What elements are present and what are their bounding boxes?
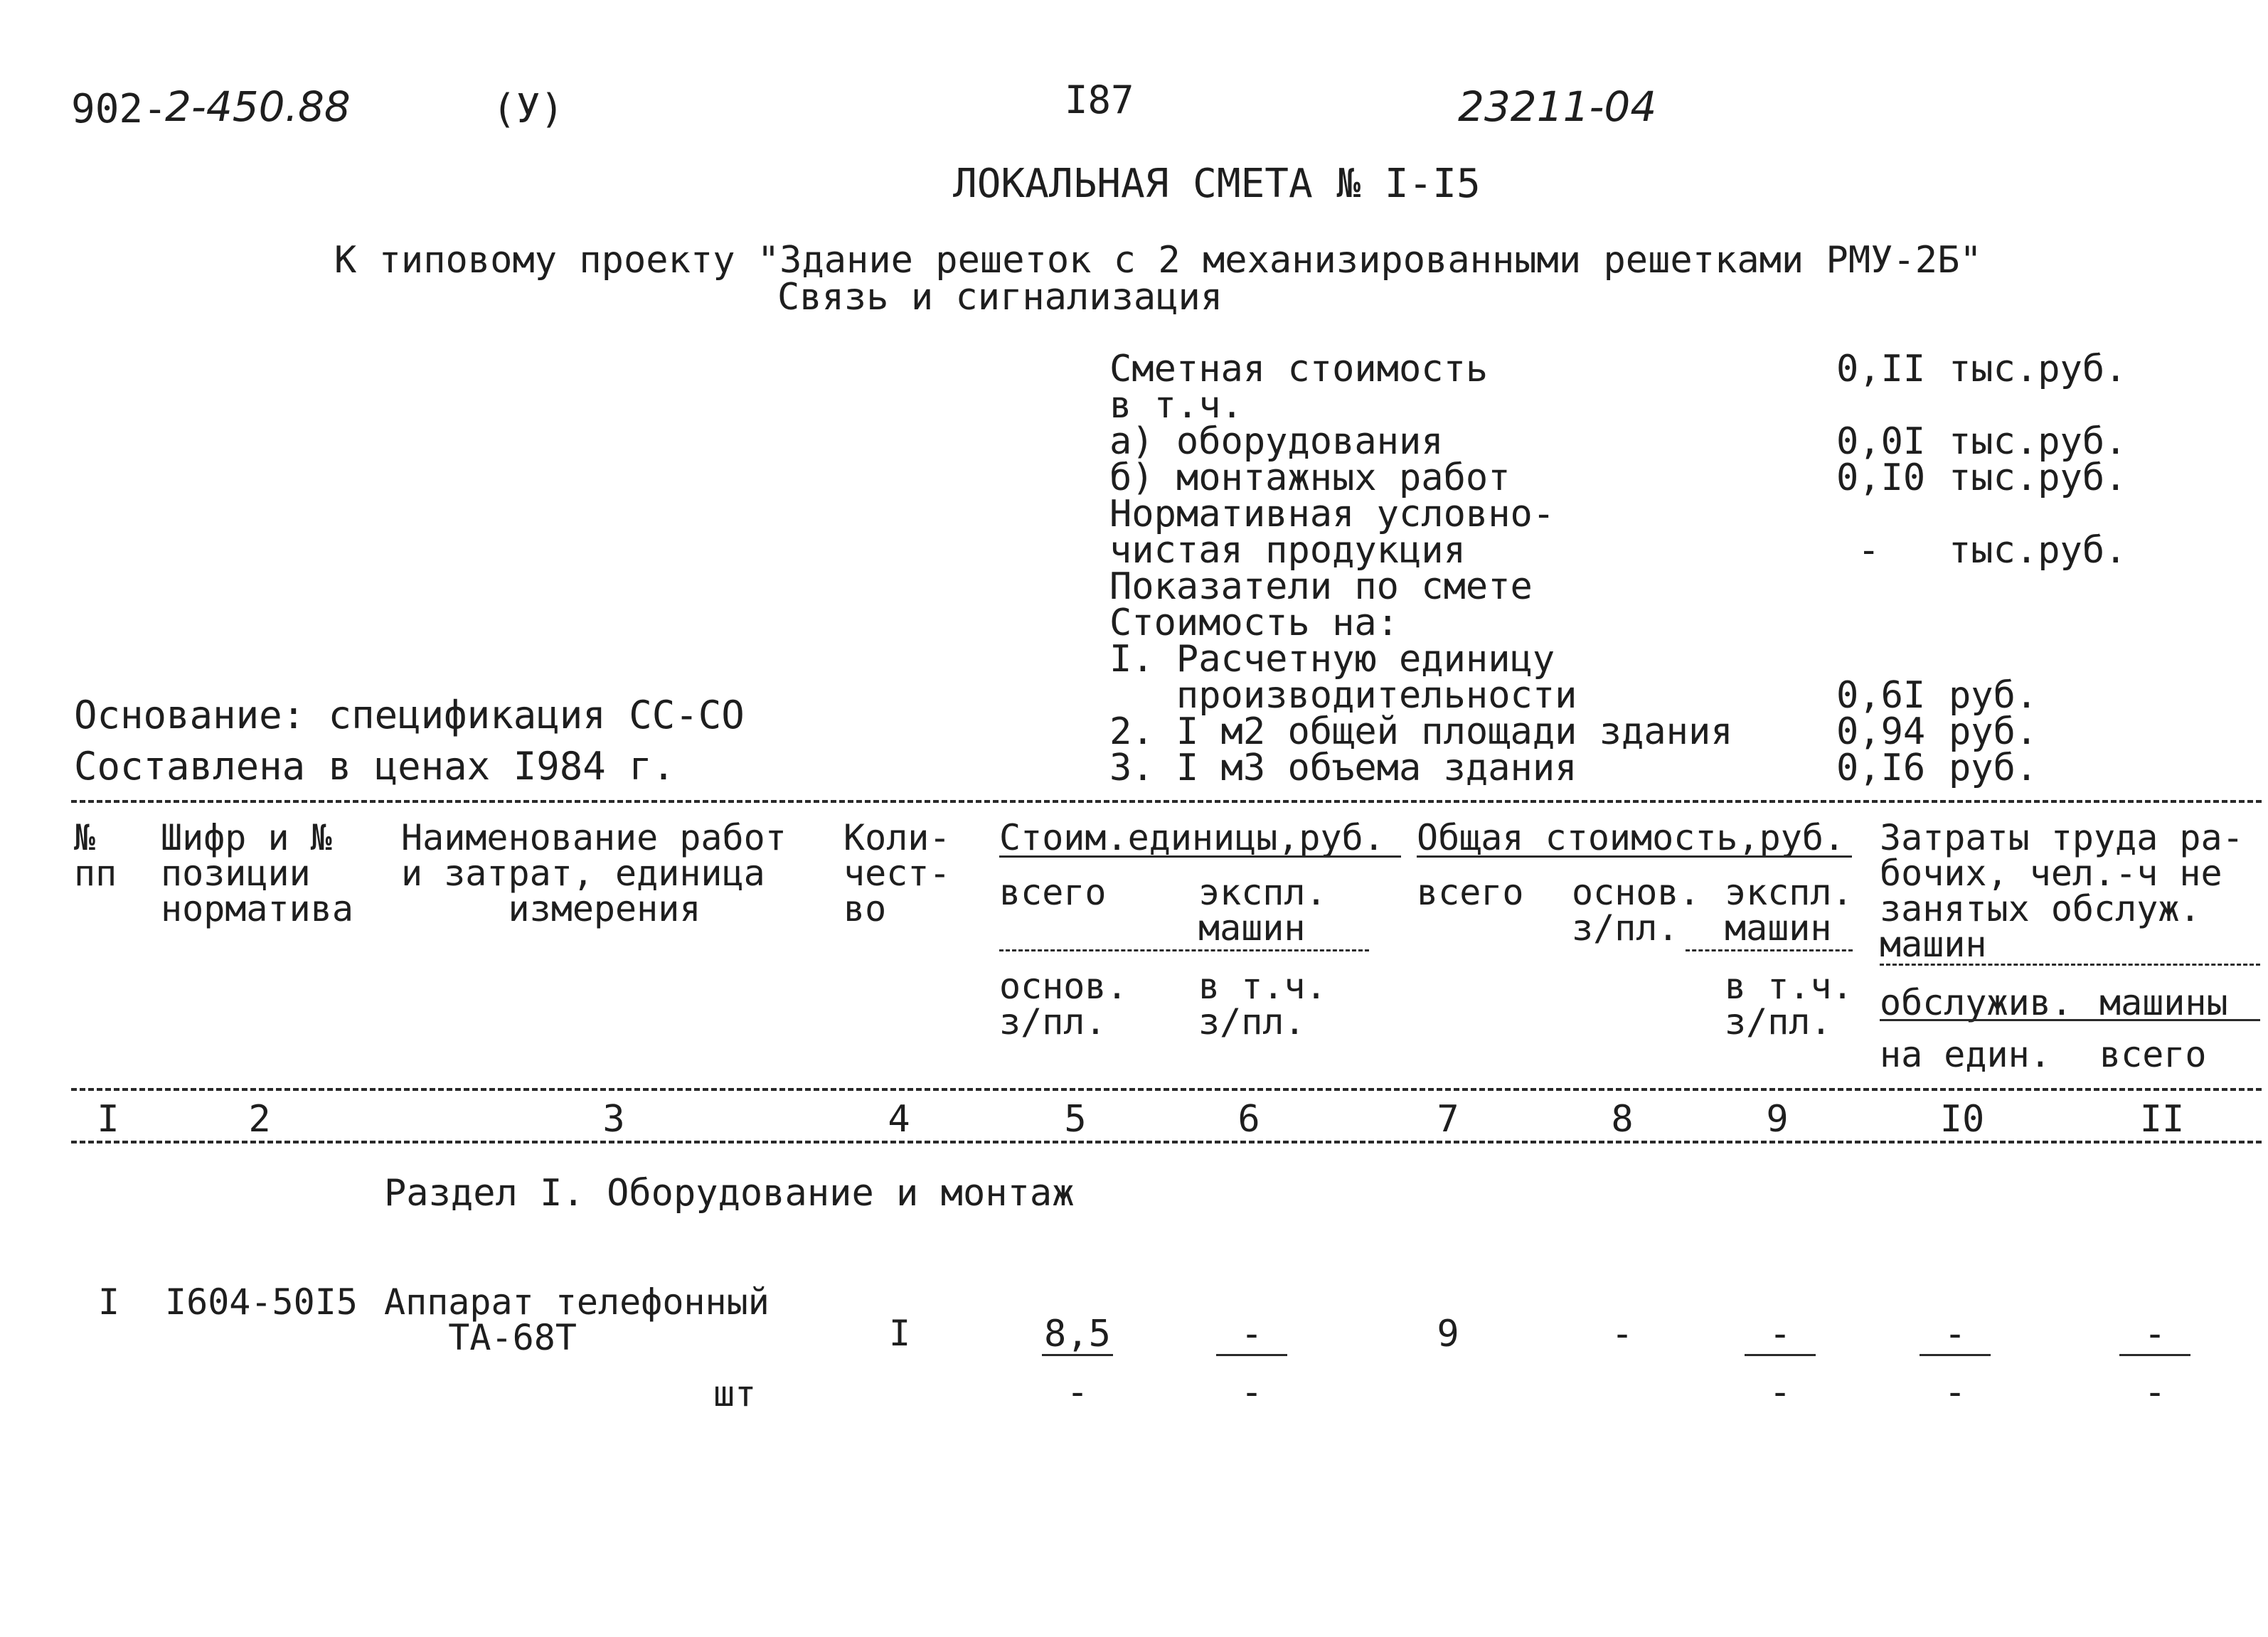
column-number: II: [2139, 1098, 2185, 1141]
summary-value: 0,I6: [1836, 747, 1926, 789]
header-col-4: Коли- чест- во: [843, 817, 951, 929]
header-total-cost: Общая стоимость,руб.: [1417, 817, 1846, 858]
album-number-handwritten: 23211-04: [1458, 82, 1657, 131]
summary-label: Стоимость на:: [1109, 602, 1399, 644]
column-number: 9: [1766, 1098, 1789, 1141]
summary-value: 0,II: [1836, 348, 1926, 390]
header-total-cost-underline: [1417, 855, 1852, 858]
column-number: 4: [888, 1098, 910, 1141]
header-col-8: основ. з/пл.: [1572, 872, 1700, 949]
header-col-6-bottom: в т.ч. з/пл.: [1198, 966, 1327, 1043]
summary-value: -: [1858, 529, 1880, 572]
row-col-11-top: -: [2144, 1313, 2166, 1355]
project-number-printed: 902-: [71, 86, 167, 132]
basis-foundation: Основание: спецификация СС-СО: [74, 693, 745, 737]
document-title: ЛОКАЛЬНАЯ СМЕТА № I-I5: [953, 161, 1481, 207]
row-col-11-underline: [2119, 1354, 2190, 1356]
column-number: 8: [1611, 1098, 1634, 1141]
row-number: I: [98, 1281, 120, 1323]
row-col-7: 9: [1437, 1313, 1459, 1355]
header-col-5-bottom: основ. з/пл.: [999, 966, 1128, 1043]
header-subdivider: [1686, 949, 1853, 951]
row-col-6-top: -: [1240, 1313, 1263, 1355]
project-name: К типовому проекту "Здание решеток с 2 механизированными решетками РМУ-2Б": [334, 239, 1982, 282]
header-col-6-top: экспл. машин: [1198, 872, 1327, 949]
summary-unit: руб.: [1949, 710, 2038, 753]
header-col-11-sub: всего: [2099, 1034, 2207, 1075]
row-col-9-underline: [1745, 1354, 1816, 1356]
summary-label: в т.ч.: [1109, 384, 1243, 427]
summary-label: а) оборудования: [1109, 420, 1444, 463]
header-labor: Затраты труда ра- бочих, чел.-ч не занятых обслуж. машин: [1880, 817, 2244, 965]
summary-unit: руб.: [1949, 674, 2038, 717]
header-subdivider: [999, 949, 1369, 951]
row-col-6-underline: [1216, 1354, 1287, 1356]
header-col-5-top: всего: [999, 872, 1107, 913]
summary-label: 3. I м3 объема здания: [1109, 747, 1577, 789]
column-number: 7: [1437, 1098, 1459, 1141]
summary-unit: тыс.руб.: [1949, 348, 2127, 390]
row-col-5-bottom: -: [1066, 1371, 1089, 1414]
basis-prices: Составлена в ценах I984 г.: [74, 744, 676, 789]
column-number: 2: [248, 1098, 271, 1141]
row-unit: шт: [713, 1373, 757, 1414]
row-name: Аппарат телефонный ТА-68Т: [384, 1281, 770, 1358]
column-number: I: [97, 1098, 119, 1141]
summary-label: производительности: [1109, 674, 1577, 717]
page-number: I87: [1065, 78, 1134, 122]
column-numbers-top-rule: [71, 1088, 2262, 1091]
header-col-9-top: экспл. машин: [1725, 872, 1853, 949]
document-mark: (У): [492, 86, 565, 132]
summary-value: 0,I0: [1836, 457, 1926, 499]
row-col-9-top: -: [1769, 1313, 1791, 1355]
row-code: I604-50I5: [165, 1281, 358, 1323]
summary-label: Нормативная условно-: [1109, 493, 1555, 535]
summary-unit: тыс.руб.: [1949, 420, 2127, 463]
row-col-11-bottom: -: [2144, 1371, 2166, 1414]
header-col-10: обслужив.: [1880, 982, 2072, 1023]
column-number: 5: [1064, 1098, 1087, 1141]
row-quantity: I: [889, 1313, 911, 1354]
column-number: I0: [1939, 1098, 1985, 1141]
section-title: Раздел I. Оборудование и монтаж: [384, 1172, 1075, 1215]
row-col-5-top: 8,5: [1044, 1313, 1111, 1355]
header-col-10-sub: на един.: [1880, 1034, 2051, 1075]
summary-value: 0,94: [1836, 710, 1926, 753]
summary-unit: тыс.руб.: [1949, 457, 2127, 499]
column-number: 3: [602, 1098, 625, 1141]
row-col-10-top: -: [1944, 1313, 1966, 1355]
header-col-1: № пп: [74, 817, 117, 894]
summary-label: Сметная стоимость: [1109, 348, 1489, 390]
column-number: 6: [1237, 1098, 1260, 1141]
header-col-11: машины: [2099, 982, 2228, 1023]
header-unit-cost-underline: [999, 855, 1401, 858]
summary-value: 0,0I: [1836, 420, 1926, 463]
summary-label: Показатели по смете: [1109, 565, 1533, 608]
summary-unit: тыс.руб.: [1949, 529, 2127, 572]
header-col-3: Наименование работ и затрат, единица измерения: [401, 817, 787, 929]
summary-value: 0,6I: [1836, 674, 1926, 717]
summary-label: 2. I м2 общей площади здания: [1109, 710, 1733, 753]
header-unit-cost: Стоим.единицы,руб.: [999, 817, 1385, 858]
row-col-10-underline: [1920, 1354, 1991, 1356]
row-col-9-bottom: -: [1769, 1371, 1791, 1414]
header-col-7: всего: [1417, 872, 1524, 913]
header-subdivider: [1880, 964, 2260, 966]
row-col-6-bottom: -: [1240, 1371, 1263, 1414]
project-number-handwritten: 2-450.88: [165, 82, 351, 131]
header-labor-underline: [1880, 1019, 2260, 1021]
header-col-9-bottom: в т.ч. з/пл.: [1725, 966, 1853, 1043]
summary-label: чистая продукция: [1109, 529, 1466, 572]
column-numbers-bottom-rule: [71, 1141, 2262, 1143]
table-top-rule: [71, 800, 2262, 803]
row-col-5-underline: [1042, 1354, 1113, 1356]
summary-label: б) монтажных работ: [1109, 457, 1511, 499]
summary-unit: руб.: [1949, 747, 2038, 789]
row-col-10-bottom: -: [1944, 1371, 1966, 1414]
row-col-8: -: [1611, 1313, 1634, 1355]
section-name: Связь и сигнализация: [777, 276, 1223, 319]
summary-label: I. Расчетную единицу: [1109, 638, 1555, 681]
header-col-2: Шифр и № позиции норматива: [161, 817, 353, 929]
